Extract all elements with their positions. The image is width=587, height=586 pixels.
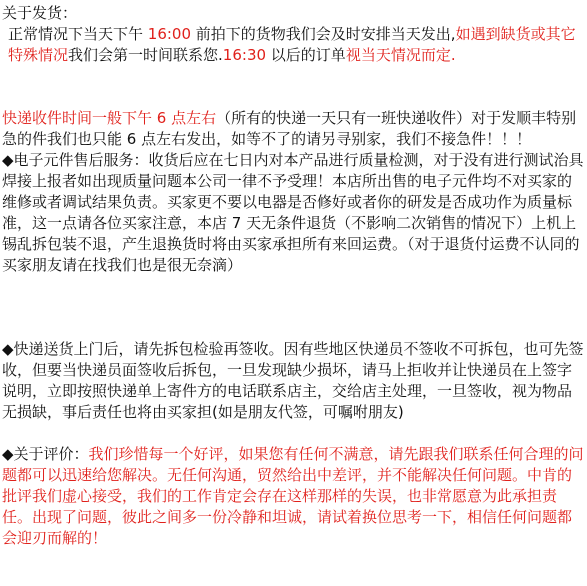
delivery-inspection-text: ◆快递送货上门后，请先拆包检验再签收。因有些地区快递员不签收不可拆包，也可先签收，但要当快递员面签收后拆包，一旦发现缺少损坏，请马上拒收并让快递员在上签字说明，立即按照快递单上寄件方的电话联系店主，交给店主处理，一旦签收，视为物品无损缺，事后责任也将由买家担(如是朋友代签，可嘱咐朋友) <box>2 340 584 421</box>
express-pickup-section <box>2 108 585 150</box>
cutoff-time-1630: 16:30 <box>222 46 267 64</box>
after-sales-notice <box>0 3 585 549</box>
case-by-case-notice: 视当天情况而定. <box>345 46 456 64</box>
review-policy-section <box>2 444 585 549</box>
shipping-text-4: 以后的订单 <box>266 46 346 64</box>
out-of-stock-notice: 如遇到缺货或其它特殊情况 <box>8 25 576 64</box>
electronics-after-sales-section <box>2 150 585 276</box>
shipping-paragraph <box>2 24 585 66</box>
cutoff-time-1600: 16:00 <box>147 25 192 43</box>
shipping-heading: 关于发货： <box>2 4 78 22</box>
shipping-section <box>2 3 585 66</box>
express-pickup-body: （所有的快递一天只有一班快递收件）对于发顺丰特别急的件我们也只能 6 点左右发出，如等不了的请另寻别家，我们不接急件！！！ <box>2 109 577 148</box>
electronics-after-sales-text: ◆电子元件售后服务：收货后应在七日内对本产品进行质量检测，对于没有进行测试治具焊接上报者如出现质量问题本公司一律不予受理！本店所出售的电子元件均不对买家的维修或者调试结果负责。买家更不要以电器是否修好或者你的研发是否成功作为质量标准，这一点请各位买家注意，本店 7 天无条件退货（不影响二次销售的情况下）上机上锡乱拆包装不退，产生退换货时将由买家承担所有来回运费。（对于退货付运费不认同的买家朋友请在找我们也是很无奈滴） <box>2 151 584 274</box>
shipping-text-1: 正常情况下当天下午 <box>8 25 148 43</box>
express-pickup-time: 快递收件时间一般下午 6 点左右 <box>2 109 217 127</box>
shipping-text-2: 前拍下的货物我们会及时安排当天发出, <box>191 25 456 43</box>
delivery-inspection-section <box>2 339 585 423</box>
review-policy-body: 我们珍惜每一个好评，如果您有任何不满意，请先跟我们联系任何合理的问题都可以迅速给您解决。无任何沟通，贸然给出中差评，并不能解决任何问题。中肯的批评我们虚心接受，我们的工作肯定会存在这样那样的失误，也非常愿意为此承担责任。出现了问题，彼此之间多一份冷静和坦诚，请试着换位思考一下，相信任何问题都会迎刃而解的！ <box>2 445 584 547</box>
shipping-text-3: 我们会第一时间联系您. <box>68 46 223 64</box>
review-policy-lead: ◆关于评价： <box>2 445 89 463</box>
